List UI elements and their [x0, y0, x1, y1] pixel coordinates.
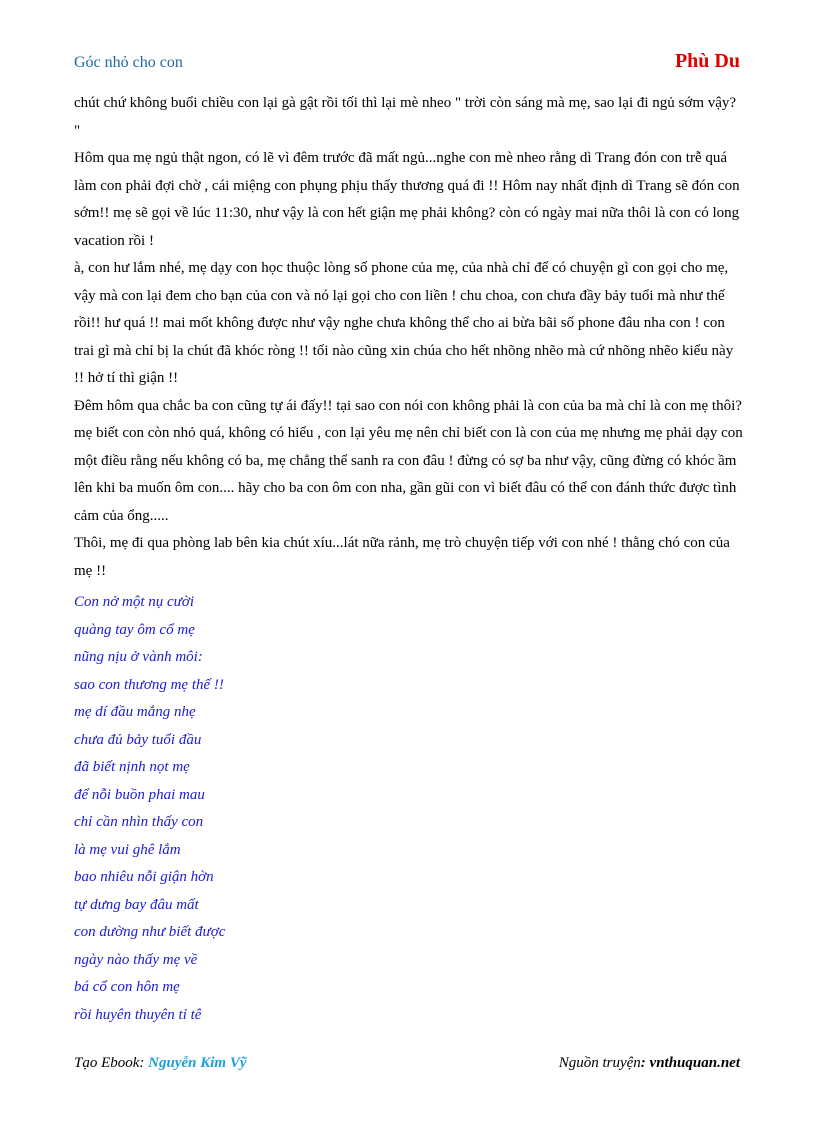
poem-line: là mẹ vui ghê lắm	[74, 841, 181, 858]
poem	[74, 589, 225, 1029]
poem-line: chưa đủ bảy tuổi đầu	[74, 731, 202, 748]
poem-line: đã biết nịnh nọt mẹ	[74, 759, 190, 775]
footer-source-value: vnthuquan.net	[649, 1055, 740, 1071]
paragraph: Hôm qua mẹ ngủ thật ngon, có lẽ vì đêm trước đã mất ngủ...nghe con mè nheo rằng dì Trang đón con trễ quá làm con phải đợi chờ , cái miệng con phụng phịu thấy thương quá đi !! Hôm nay nhất định dì Trang sẽ đón con sớm!! mẹ sẽ gọi về lúc 11:30, như vậy là con hết giận mẹ phải không? còn có ngày mai nữa thôi là con có long vacation rồi !	[74, 150, 740, 249]
poem-line: để nỗi buồn phai mau	[74, 786, 205, 803]
footer-source-separator: :	[640, 1055, 650, 1071]
footer-ebook-label: Tạo Ebook	[74, 1055, 140, 1071]
page-header	[74, 50, 740, 73]
poem-line: ngày nào thấy mẹ về	[74, 951, 198, 968]
footer-ebook-credit	[74, 1055, 247, 1072]
poem-line: bao nhiêu nỗi giận hờn	[74, 869, 214, 885]
poem-line: mẹ dí đầu mắng nhẹ	[74, 704, 196, 720]
header-section-title: Góc nhỏ cho con	[74, 54, 183, 71]
poem-line: con dường như biết được	[74, 924, 226, 940]
paragraph: à, con hư lắm nhé, mẹ dạy con học thuộc lòng số phone của mẹ, của nhà chỉ để có chuyện gì con gọi cho mẹ, vậy mà con lại đem cho bạn của con và nó lại gọi cho con liền ! chu choa, con chưa đầy bảy tuổi mà như thế rồi!! hư quá !! mai mốt không được như vậy nghe chưa không thể cho ai bừa bãi số phone đâu nha con ! con trai gì mà chỉ bị la chút đã khóc ròng !! tối nào cũng xin chúa cho hết nhõng nhẽo mà cứ nhõng nhẽo kiểu này !! hở tí thì giận !!	[74, 260, 734, 386]
paragraph: Thôi, mẹ đi qua phòng lab bên kia chút xíu...lát nữa rảnh, mẹ trò chuyện tiếp với con nhé ! thằng chó con của mẹ !!	[74, 535, 730, 579]
footer-source-credit	[559, 1055, 740, 1072]
footer-ebook-author: Nguyễn Kim Vỹ	[148, 1055, 247, 1071]
poem-line: bá cổ con hôn mẹ	[74, 979, 180, 995]
story-body	[74, 90, 744, 585]
poem-line: Con nở một nụ cười	[74, 594, 195, 610]
poem-line: rồi huyên thuyên tỉ tê	[74, 1006, 202, 1023]
poem-line: tự dưng bay đâu mất	[74, 896, 199, 913]
footer-ebook-separator: :	[139, 1055, 149, 1071]
poem-line: nũng nịu ở vành môi:	[74, 649, 203, 665]
page-footer	[74, 1055, 740, 1072]
paragraph: chút chứ không buổi chiều con lại gà gật rồi tối thì lại mè nheo " trời còn sáng mà mẹ, sao lại đi ngủ sớm vậy? "	[74, 95, 737, 139]
footer-source-label: Nguồn truyện	[558, 1055, 641, 1071]
paragraph: Đêm hôm qua chắc ba con cũng tự ái đấy!! tại sao con nói con không phải là con của ba mà chỉ là con mẹ thôi? mẹ biết con còn nhỏ quá, không có hiểu , con lại yêu mẹ nên chỉ biết con là con của mẹ nhưng mẹ phải dạy con một điều rằng nếu không có ba, mẹ chẳng thể sanh ra con đâu ! đừng có sợ ba như vậy, cũng đừng có khóc ầm lên khi ba muốn ôm con.... hãy cho ba con ôm con nha, gần gũi con vì biết đâu có thể con đánh thức được tình cảm của ổng.....	[74, 397, 743, 524]
poem-line: sao con thương mẹ thế !!	[74, 676, 224, 693]
poem-line: quàng tay ôm cổ mẹ	[74, 621, 195, 638]
header-author: Phù Du	[674, 50, 740, 72]
poem-line: chỉ cần nhìn thấy con	[74, 814, 204, 830]
